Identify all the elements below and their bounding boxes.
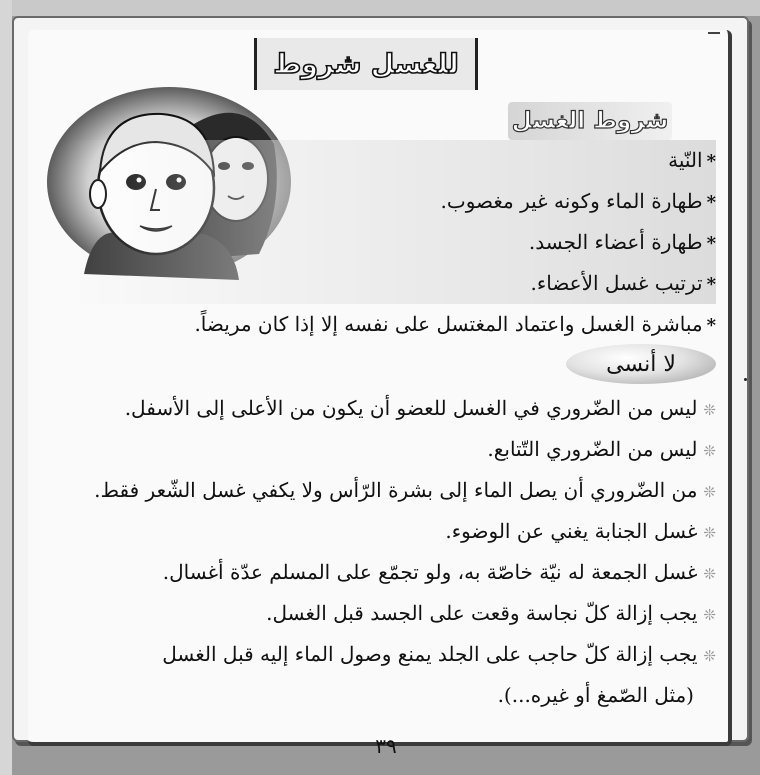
title-box — [254, 38, 478, 90]
corner-mark — [708, 32, 720, 34]
condition-item — [66, 304, 716, 345]
margin-dot — [744, 378, 747, 381]
bullet-star-icon: * — [706, 192, 716, 213]
bullet-star-icon: * — [706, 274, 716, 295]
note-text: ليس من الضّروري التّتابع. — [487, 437, 698, 461]
scan-edge-top — [0, 0, 760, 16]
note-item — [26, 511, 716, 552]
notes-list — [26, 388, 716, 716]
condition-text: مباشرة الغسل واعتماد المغتسل على نفسه إلا إذا كان مريضاً. — [194, 312, 703, 336]
flower-bullet-icon: ❊ — [703, 524, 716, 542]
conditions-list — [66, 140, 716, 345]
reminder-badge — [566, 344, 716, 384]
note-item — [26, 388, 716, 429]
note-item — [26, 593, 716, 634]
condition-text: طهارة أعضاء الجسد. — [528, 230, 703, 254]
flower-bullet-icon: ❊ — [703, 647, 716, 665]
note-item — [26, 552, 716, 593]
note-item — [26, 634, 716, 675]
flower-bullet-icon: ❊ — [703, 401, 716, 419]
note-item — [26, 429, 716, 470]
note-continuation-text: (مثل الصّمغ أو غيره...). — [497, 683, 694, 707]
section-heading-box — [508, 102, 672, 140]
flower-bullet-icon: ❊ — [703, 483, 716, 501]
page-number: ٣٩ — [375, 734, 397, 758]
page-title: للغسل شروط — [273, 48, 459, 80]
flower-bullet-icon: ❊ — [703, 606, 716, 624]
condition-text: ترتيب غسل الأعضاء. — [530, 271, 703, 295]
condition-text: النّية — [668, 148, 703, 172]
note-text: يجب إزالة كلّ نجاسة وقعت على الجسد قبل الغسل. — [266, 601, 698, 625]
reminder-label: لا أنسى — [606, 351, 676, 377]
condition-text: طهارة الماء وكونه غير مغصوب. — [440, 189, 703, 213]
condition-item — [66, 181, 716, 222]
note-continuation — [26, 675, 716, 716]
note-text: غسل الجمعة له نيّة خاصّة به، ولو تجمّع على المسلم عدّة أغسال. — [162, 560, 698, 584]
bullet-star-icon: * — [706, 233, 716, 254]
flower-bullet-icon: ❊ — [703, 442, 716, 460]
condition-item — [66, 263, 716, 304]
note-text: ليس من الضّروري في الغسل للعضو أن يكون من الأعلى إلى الأسفل. — [124, 396, 698, 420]
condition-item — [66, 222, 716, 263]
bullet-star-icon: * — [706, 151, 716, 172]
note-item — [26, 470, 716, 511]
section-heading: شروط الغسل — [511, 108, 669, 134]
flower-bullet-icon: ❊ — [703, 565, 716, 583]
note-text: يجب إزالة كلّ حاجب على الجلد يمنع وصول الماء إليه قبل الغسل — [162, 642, 698, 666]
bullet-star-icon: * — [706, 315, 716, 336]
scan-edge-left — [0, 0, 12, 775]
note-text: من الضّروري أن يصل الماء إلى بشرة الرّأس ولا يكفي غسل الشّعر فقط. — [94, 478, 698, 502]
note-text: غسل الجنابة يغني عن الوضوء. — [445, 519, 698, 543]
condition-item — [66, 140, 716, 181]
